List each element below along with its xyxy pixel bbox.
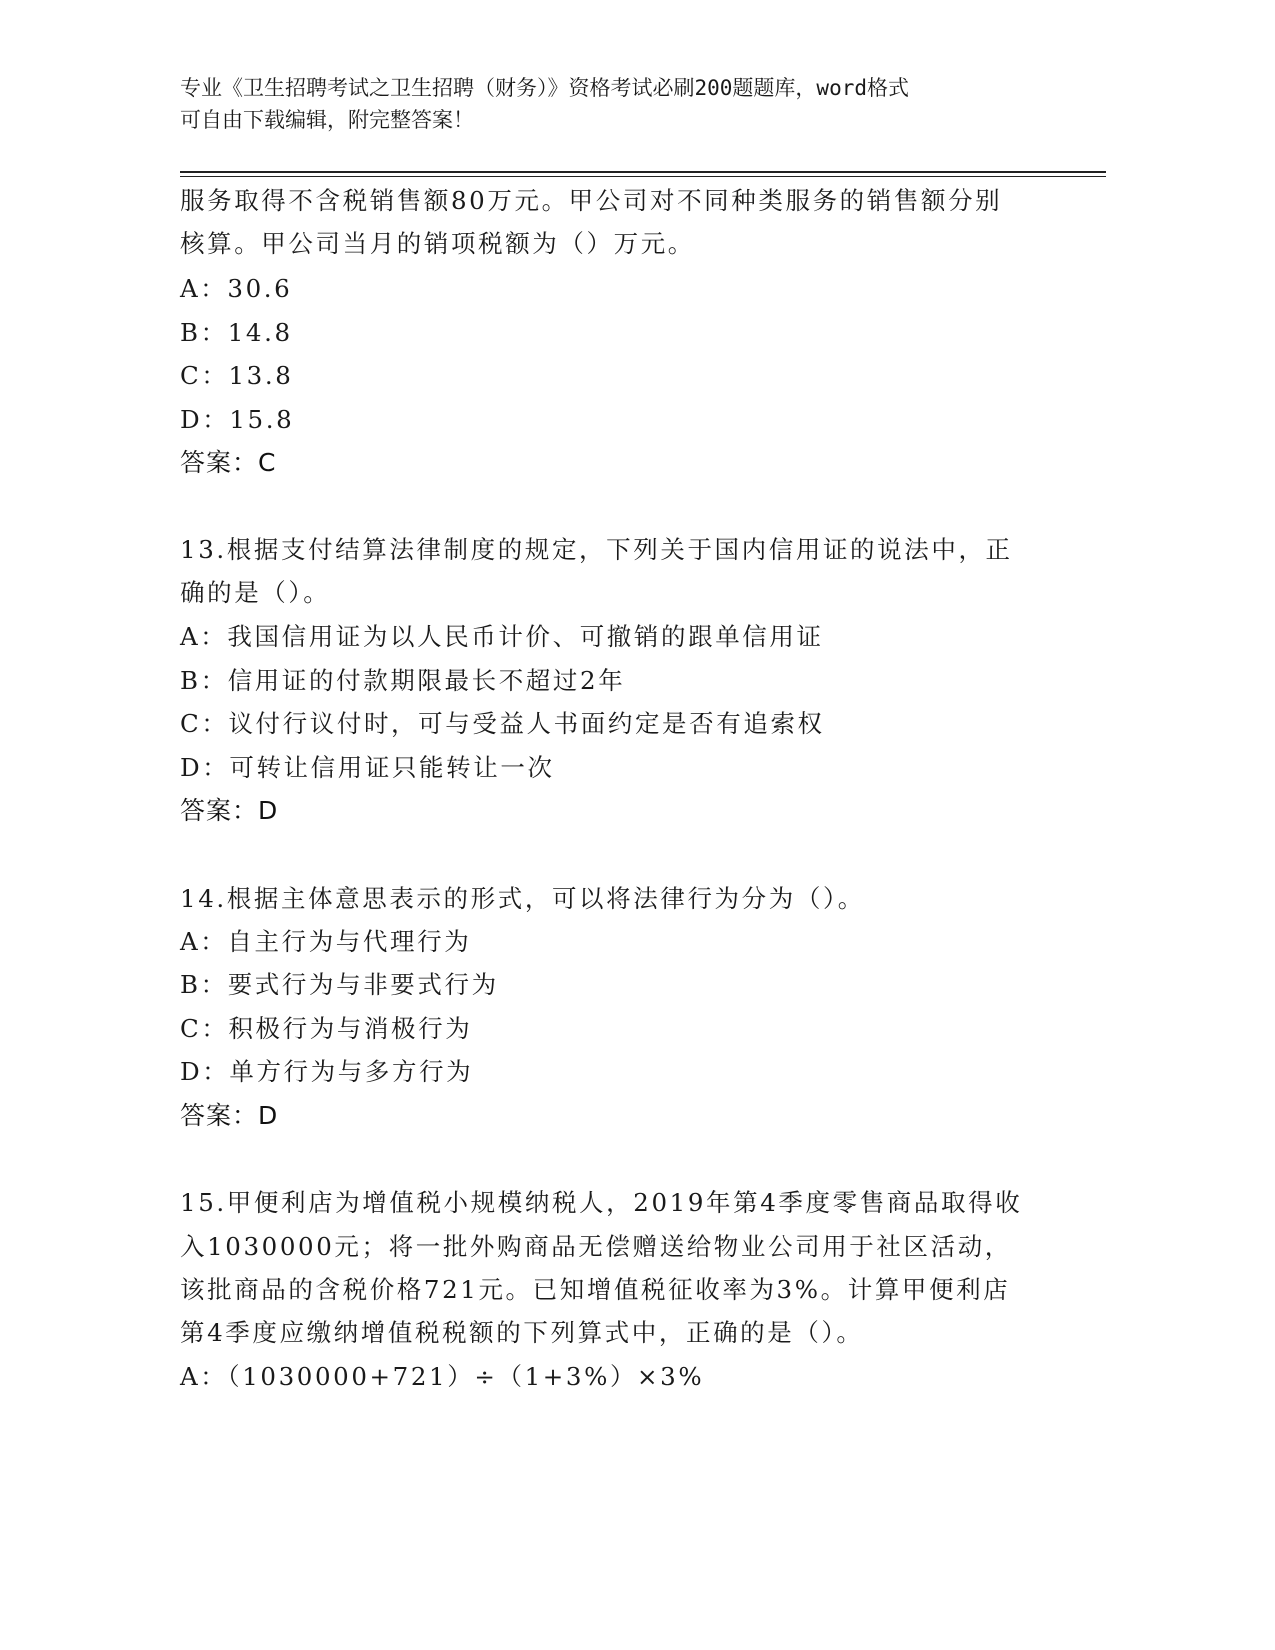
q13-option-a: A：我国信用证为以人民币计价、可撤销的跟单信用证 [180,622,824,651]
q14-option-a: A：自主行为与代理行为 [180,927,472,956]
q13-stem-line-2: 确的是（）。 [180,578,331,607]
q15-option-a: A：（1030000+721）÷（1+3%）×3% [180,1362,705,1391]
document-header [180,72,1040,136]
q12-answer: 答案：C [180,448,277,477]
header-line-1: 专业《卫生招聘考试之卫生招聘（财务）》资格考试必刷200题题库，word格式 [180,76,909,100]
header-divider-thin [180,176,1106,177]
q14-answer: 答案：D [180,1101,279,1130]
q13-answer: 答案：D [180,796,279,825]
q14-option-b: B：要式行为与非要式行为 [180,970,499,999]
q12-option-b: B：14.8 [180,318,293,347]
q12-option-c: C：13.8 [180,361,294,390]
q15-stem-line-3: 该批商品的含税价格721元。已知增值税征收率为3%。计算甲便利店 [180,1275,1011,1304]
q15-stem-line-4: 第4季度应缴纳增值税税额的下列算式中，正确的是（）。 [180,1318,864,1347]
q15-stem-line-1: 15.甲便利店为增值税小规模纳税人，2019年第4季度零售商品取得收 [180,1188,1023,1217]
q13-option-b: B：信用证的付款期限最长不超过2年 [180,666,626,695]
q12-stem-line-1: 服务取得不含税销售额80万元。甲公司对不同种类服务的销售额分别 [180,186,1003,215]
q14-option-c: C：积极行为与消极行为 [180,1014,473,1043]
q12-stem-line-2: 核算。甲公司当月的销项税额为（）万元。 [180,229,695,258]
q14-option-d: D：单方行为与多方行为 [180,1057,474,1086]
q14-stem-line-1: 14.根据主体意思表示的形式，可以将法律行为分为（）。 [180,884,865,913]
header-line-2: 可自由下载编辑，附完整答案！ [180,108,474,132]
q12-option-d: D：15.8 [180,405,295,434]
q15-stem-line-2: 入1030000元；将一批外购商品无偿赠送给物业公司用于社区活动， [180,1232,1012,1261]
header-divider-thick [180,171,1106,173]
q13-stem-line-1: 13.根据支付结算法律制度的规定，下列关于国内信用证的说法中，正 [180,535,1013,564]
q13-option-d: D：可转让信用证只能转让一次 [180,753,555,782]
q13-option-c: C：议付行议付时，可与受益人书面约定是否有追索权 [180,709,825,738]
q12-option-a: A：30.6 [180,274,293,303]
